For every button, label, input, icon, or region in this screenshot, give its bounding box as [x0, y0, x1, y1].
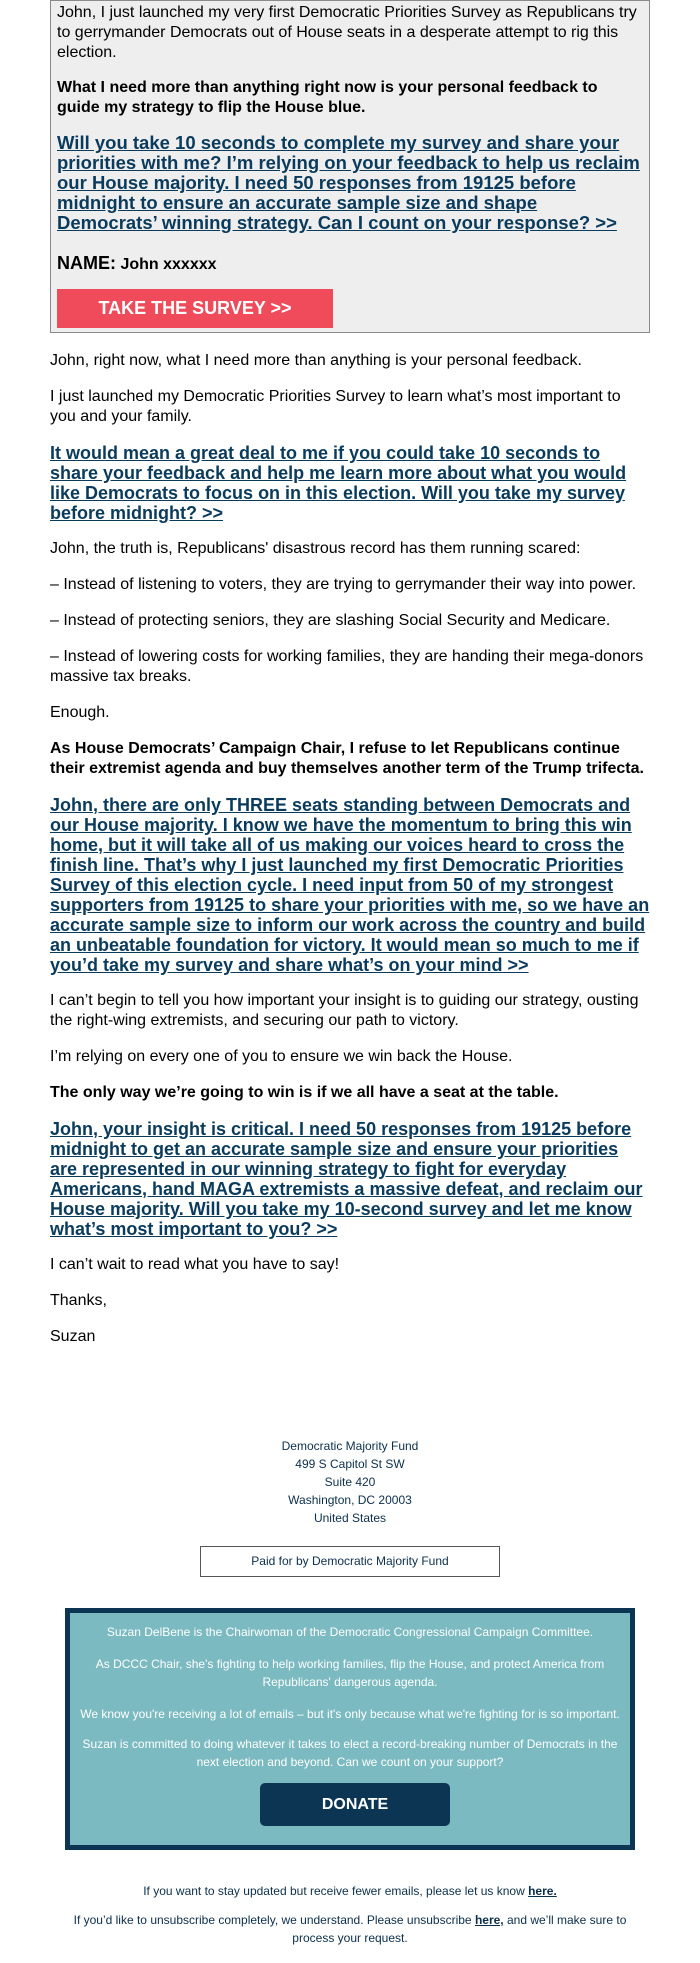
survey-bold-text: What I need more than anything right now is your personal feedback to guide my strategy to flip the House blue. — [57, 79, 598, 116]
body-paragraph: Enough. — [50, 704, 110, 721]
fewer-emails-line — [0, 1882, 700, 1900]
fewer-emails-link[interactable]: here. — [528, 1884, 557, 1898]
take-survey-button[interactable]: TAKE THE SURVEY >> — [57, 289, 333, 328]
donate-button[interactable]: DONATE — [260, 1783, 450, 1826]
closing-thanks: Thanks, — [50, 1292, 107, 1309]
signature: Suzan — [50, 1328, 96, 1345]
survey-link[interactable]: John, there are only THREE seats standing between Democrats and our House majority. I know we have the momentum to bring this win home, but it will take all of us making our voices heard to cross the finish line. That’s why I just launched my first Democratic Priorities Survey of this election cycle. I need input from 50 of my strongest supporters from 19125 to share your priorities with me, so we have an accurate sample size to inform our work across the country and build an unbeatable foundation for victory. It would mean so much to me if you’d take my survey and share what’s on your mind >> — [50, 795, 650, 975]
address-city: Washington, DC 20003 — [288, 1493, 412, 1507]
body-paragraph: I can’t wait to read what you have to say! — [50, 1256, 340, 1273]
fewer-emails-text: If you want to stay updated but receive fewer emails, please let us know — [143, 1884, 529, 1898]
name-value: John xxxxxx — [120, 256, 217, 273]
survey-link[interactable]: John, your insight is critical. I need 50 responses from 19125 before midnight to get an accurate sample size and ensure your priorities are represented in our winning strategy to fight for everyday Americans, hand MAGA extremists a massive defeat, and reclaim our House majority. Will you take my 10-second survey and let me know what’s most important to you? >> — [50, 1119, 643, 1239]
address-org: Democratic Majority Fund — [281, 1439, 419, 1453]
survey-link[interactable]: It would mean a great deal to me if you could take 10 seconds to share your feedback and help me learn more about what you would like Democrats to focus on in this election. Will you take my survey before midnight? >> — [50, 443, 627, 523]
survey-intro-text: John, I just launched my very first Democratic Priorities Survey as Republicans try to gerrymander Democrats out of House seats in a desperate attempt to rig this election. — [57, 4, 637, 61]
bullet-item: – Instead of protecting seniors, they are slashing Social Security and Medicare. — [50, 612, 611, 629]
info-text: We know you're receiving a lot of emails – but it's only because what we're fighting for is so important. — [80, 1707, 620, 1721]
unsubscribe-line — [60, 1911, 640, 1947]
bold-paragraph: The only way we’re going to win is if we all have a seat at the table. — [50, 1084, 559, 1101]
address-street: 499 S Capitol St SW — [295, 1457, 405, 1471]
address-suite: Suite 420 — [324, 1475, 376, 1489]
unsubscribe-text: If you’d like to unsubscribe completely, we understand. Please unsubscribe — [73, 1913, 475, 1927]
info-text: Suzan is committed to doing whatever it takes to elect a record-breaking number of Democrats in the next election and beyond. Can we count on your support? — [82, 1737, 618, 1769]
survey-link[interactable]: Will you take 10 seconds to complete my survey and share your priorities with me? I’m relying on your feedback to help us reclaim our House majority. I need 50 responses from 19125 before midnight to ensure an accurate sample size and shape Democrats’ winning strategy. Can I count on your response? >> — [57, 132, 640, 233]
bullet-item: – Instead of listening to voters, they are trying to gerrymander their way into power. — [50, 576, 637, 593]
name-label: NAME: — [57, 253, 116, 273]
info-text: Suzan DelBene is the Chairwoman of the Democratic Congressional Campaign Committee. — [106, 1625, 594, 1639]
survey-callout-box — [50, 0, 650, 333]
name-line — [57, 253, 643, 274]
address-country: United States — [313, 1511, 387, 1525]
body-paragraph: John, right now, what I need more than anything is your personal feedback. — [50, 352, 582, 369]
mailing-address — [0, 1437, 700, 1527]
paid-for-disclaimer: Paid for by Democratic Majority Fund — [200, 1546, 500, 1577]
unsubscribe-link[interactable]: here, — [474, 1913, 504, 1927]
bold-paragraph: As House Democrats’ Campaign Chair, I refuse to let Republicans continue their extremist agenda and buy themselves another term of the Trump trifecta. — [50, 740, 644, 777]
body-paragraph: John, the truth is, Republicans' disastrous record has them running scared: — [50, 540, 581, 557]
body-paragraph: I can’t begin to tell you how important your insight is to guiding our strategy, ousting the right-wing extremists, and securing our path to victory. — [50, 992, 639, 1029]
bullet-item: – Instead of lowering costs for working families, they are handing their mega-donors massive tax breaks. — [50, 648, 644, 685]
body-paragraph: I just launched my Democratic Priorities Survey to learn what’s most important to you and your family. — [50, 388, 621, 425]
info-box — [65, 1608, 635, 1850]
info-text: As DCCC Chair, she's fighting to help working families, flip the House, and protect America from Republicans' dangerous agenda. — [95, 1657, 605, 1689]
email-body — [50, 0, 650, 1363]
body-paragraph: I’m relying on every one of you to ensure we win back the House. — [50, 1048, 513, 1065]
unsubscribe-text: and we’ll make sure to process your request. — [292, 1913, 627, 1945]
